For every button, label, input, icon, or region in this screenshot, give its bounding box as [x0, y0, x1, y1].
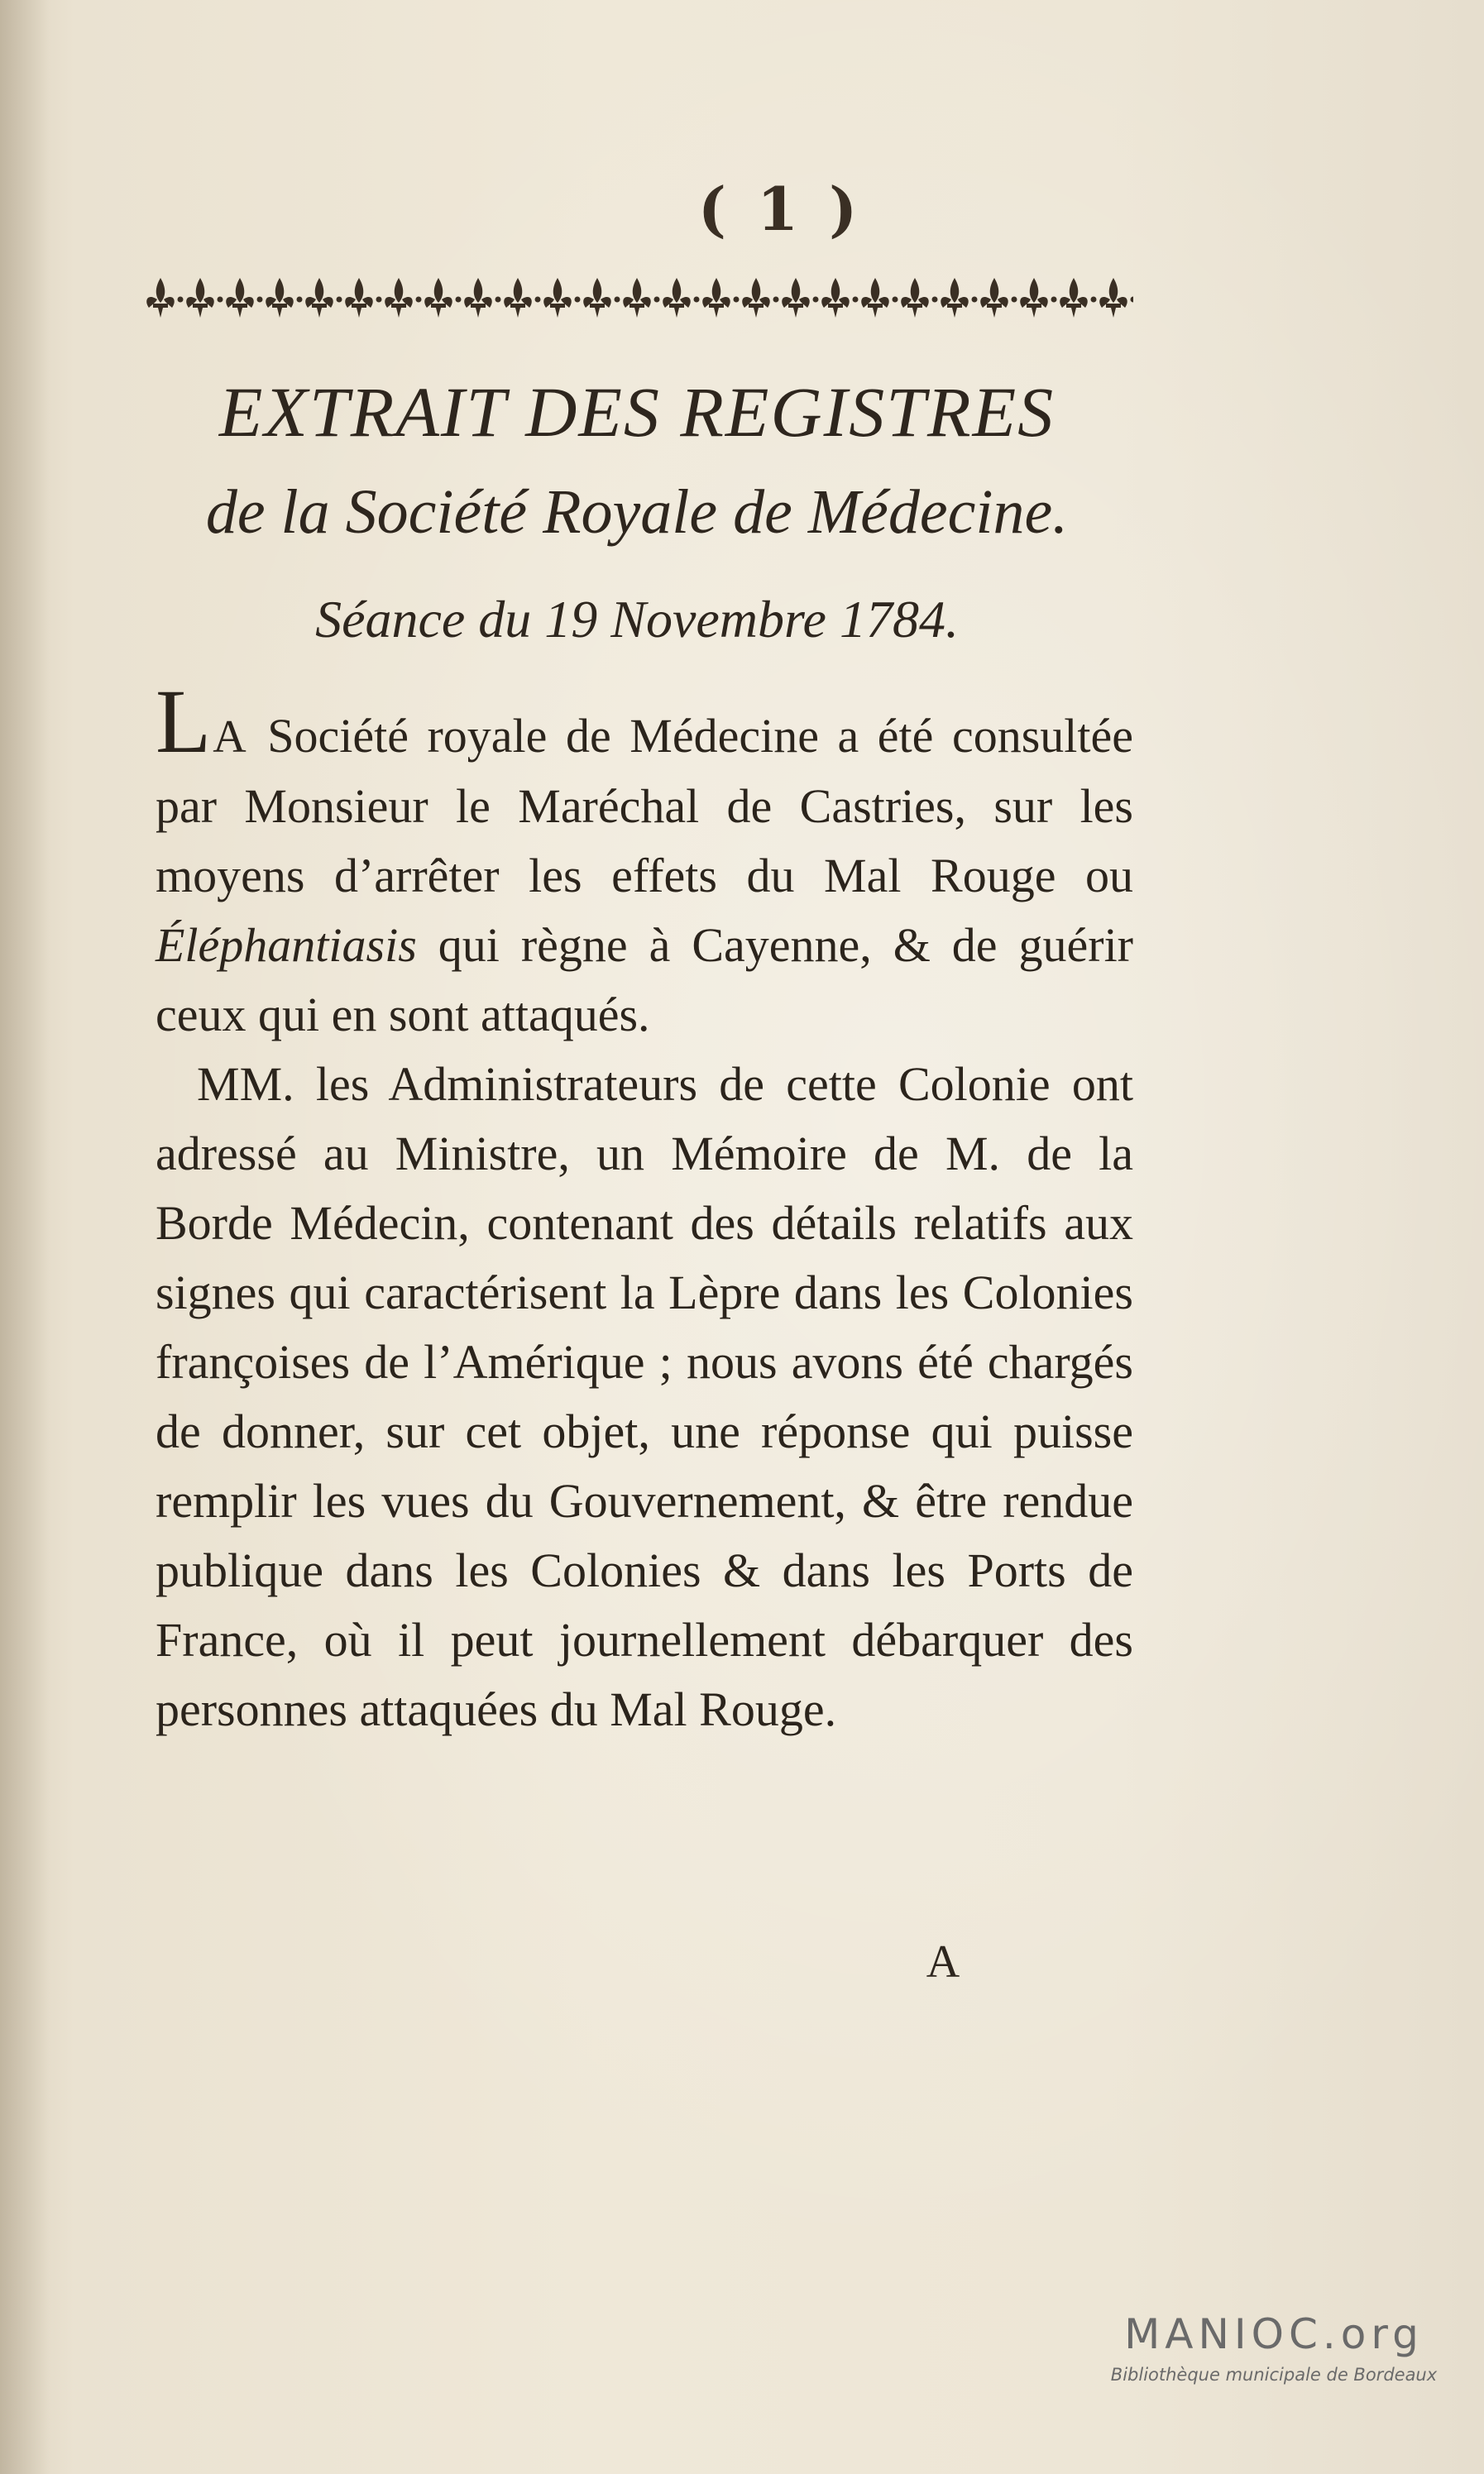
fleuron-icon: [742, 278, 778, 318]
fleuron-icon: [424, 278, 461, 318]
paragraph-1: [156, 671, 1133, 1050]
fleuron-icon: [782, 278, 818, 318]
fleuron-icon: [305, 278, 342, 318]
fleuron-icon: [226, 278, 262, 318]
fleuron-icon: [702, 278, 739, 318]
fleuron-icon: [583, 278, 620, 318]
fleuron-ornament-band: [141, 271, 1133, 326]
fleuron-icon: [385, 278, 421, 318]
paragraph-2: MM. les Administrateurs de cette Colonie ont adressé au Ministre, un Mémoire de M. de la Borde Médecin, contenant des détails relatifs aux signes qui caractérisent la Lèpre dans les Colonies françoises de l’Amérique ; nous avons été chargés de donner, sur cet objet, une réponse qui puisse remplir les vues du Gouvernement, & être rendue publique dans les Colonies & dans les Ports de France, où il peut journellement débarquer des personnes attaquées du Mal Rouge.: [156, 1057, 1133, 1736]
fleuron-icon: [821, 278, 858, 318]
fleuron-icon: [1020, 278, 1056, 318]
fleuron-icon: [861, 278, 898, 318]
fleuron-icon: [345, 278, 381, 318]
watermark: [1075, 2308, 1472, 2424]
body-text: [156, 671, 1133, 1744]
page-number: ( 1 ): [697, 174, 863, 244]
fleuron-icon: [1060, 278, 1096, 318]
signature-mark: A: [926, 1936, 960, 1988]
paragraph-1-text-start: Société royale de Médecine a été consultée par Monsieur le Maréchal de Castries, sur les moyens d’arrêter les effets du Mal Rouge ou: [156, 709, 1133, 902]
fleuron-icon: [543, 278, 580, 318]
watermark-logo: MANIOC.org: [1124, 2310, 1424, 2358]
watermark-caption: Bibliothèque municipale de Bordeaux: [1110, 2365, 1438, 2385]
fleuron-icon: [146, 278, 183, 318]
paragraph-1-text-end: qui règne à Cayenne, & de guérir ceux qui en sont attaqués.: [156, 918, 1133, 1041]
fleuron-icon: [464, 278, 500, 318]
fleuron-icon: [980, 278, 1017, 318]
fleuron-icon: [504, 278, 540, 318]
document-title: EXTRAIT DES REGISTRES: [218, 372, 1056, 452]
fleuron-icon: [1099, 278, 1133, 318]
fleuron-icon: [901, 278, 937, 318]
fleuron-icon: [663, 278, 699, 318]
fleuron-icon: [623, 278, 659, 318]
paragraph-1-first-letter: A: [213, 711, 249, 763]
page-gutter-shadow: [0, 0, 50, 2474]
fleuron-icon: [941, 278, 977, 318]
paragraph-1-emphasis: Éléphantiasis: [156, 918, 417, 972]
document-subtitle: de la Société Royale de Médecine.: [205, 477, 1069, 547]
drop-cap: L: [156, 671, 213, 772]
fleuron-icon: [186, 278, 223, 318]
fleuron-icon: [266, 278, 302, 318]
session-date: Séance du 19 Novembre 1784.: [315, 590, 959, 648]
